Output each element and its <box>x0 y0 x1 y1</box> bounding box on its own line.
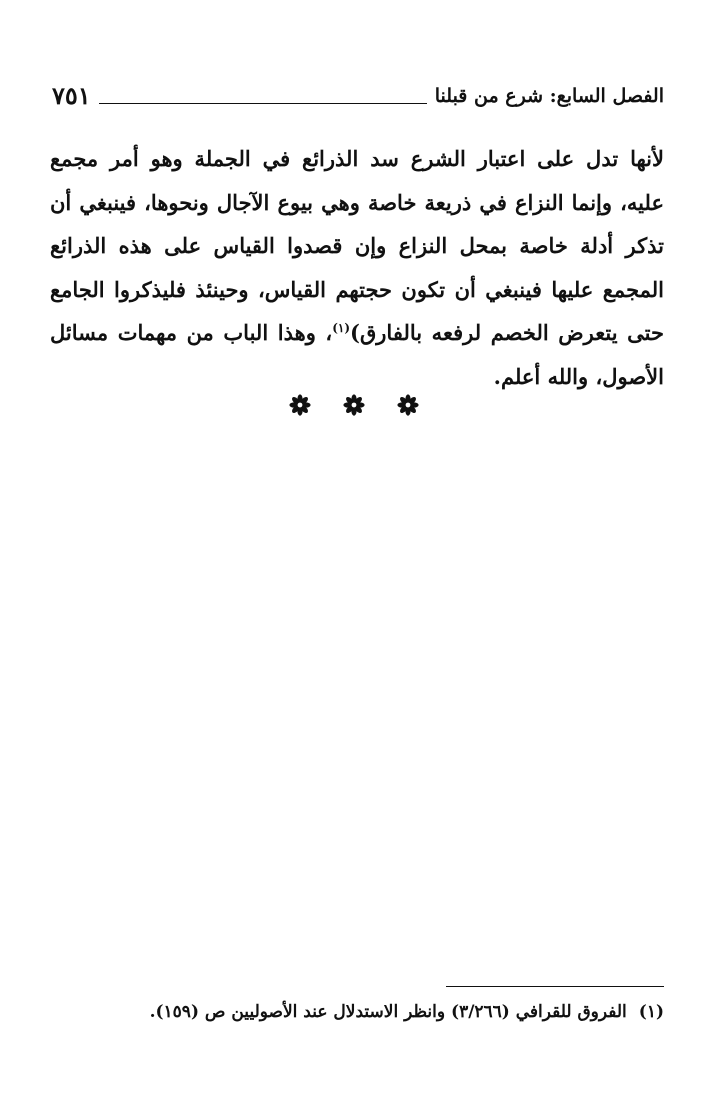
footnote <box>50 998 664 1026</box>
body-paragraph <box>50 137 664 398</box>
footnote-text: الفروق للقرافي (٣/٢٦٦) وانظر الاستدلال عند الأصوليين ص (١٥٩). <box>149 1002 627 1022</box>
eight-petal-flower-icon <box>397 394 419 416</box>
header-rule <box>99 103 427 104</box>
page-number: ٧٥١ <box>52 81 91 110</box>
chapter-title: الفصل السابع: شرع من قبلنا <box>434 85 664 107</box>
eight-petal-flower-icon <box>343 394 365 416</box>
eight-petal-flower-icon <box>289 394 311 416</box>
footnote-reference[interactable]: (١) <box>332 321 351 335</box>
running-header <box>52 70 664 110</box>
paragraph-text-part-2: ، وهذا الباب من مهمات مسائل الأصول، والله أعلم. <box>50 320 664 389</box>
footnote-marker: (١) <box>638 1002 664 1022</box>
footnote-rule <box>446 986 664 987</box>
paragraph-text-part-1: لأنها تدل على اعتبار الشرع سد الذرائع في الجملة وهو أمر مجمع عليه، وإنما النزاع في ذريعة خاصة وهي بيوع الآجال ونحوها، فينبغي أن تذكر أدلة خاصة بمحل النزاع وإن قصدوا القياس على هذه الذرائع المجمع عليها فينبغي أن تكون حجتهم القياس، وحينئذ فليذكروا الجامع حتى يتعرض الخصم لرفعه بالفارق) <box>50 146 664 345</box>
section-separator <box>0 394 708 416</box>
